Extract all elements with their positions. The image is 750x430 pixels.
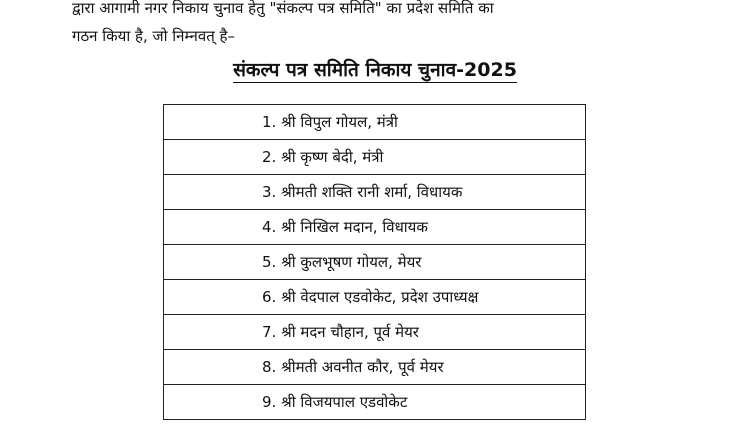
document-title bbox=[0, 56, 750, 82]
table-row bbox=[164, 385, 586, 420]
member-entry-5: 5. श्री कुलभूषण गोयल, मेयर bbox=[164, 245, 586, 280]
intro-paragraph bbox=[72, 0, 692, 50]
member-entry-4: 4. श्री निखिल मदान, विधायक bbox=[164, 210, 586, 245]
table-row bbox=[164, 210, 586, 245]
table-row bbox=[164, 175, 586, 210]
table-row bbox=[164, 245, 586, 280]
member-entry-9: 9. श्री विजयपाल एडवोकेट bbox=[164, 385, 586, 420]
table-row bbox=[164, 280, 586, 315]
member-entry-8: 8. श्रीमती अवनीत कौर, पूर्व मेयर bbox=[164, 350, 586, 385]
table-row bbox=[164, 315, 586, 350]
table-row bbox=[164, 140, 586, 175]
member-entry-3: 3. श्रीमती शक्ति रानी शर्मा, विधायक bbox=[164, 175, 586, 210]
document-title-text: संकल्प पत्र समिति निकाय चुनाव-2025 bbox=[233, 59, 517, 81]
intro-line-2: गठन किया है, जो निम्नवत् है– bbox=[72, 27, 236, 45]
member-entry-7: 7. श्री मदन चौहान, पूर्व मेयर bbox=[164, 315, 586, 350]
table-row bbox=[164, 350, 586, 385]
intro-line-1: द्वारा आगामी नगर निकाय चुनाव हेतु "संकल्प पत्र समिति" का प्रदेश समिति का bbox=[72, 0, 494, 17]
member-entry-6: 6. श्री वेदपाल एडवोकेट, प्रदेश उपाध्यक्ष bbox=[164, 280, 586, 315]
table-row bbox=[164, 105, 586, 140]
committee-members-table bbox=[163, 104, 586, 420]
member-entry-2: 2. श्री कृष्ण बेदी, मंत्री bbox=[164, 140, 586, 175]
member-entry-1: 1. श्री विपुल गोयल, मंत्री bbox=[164, 105, 586, 140]
